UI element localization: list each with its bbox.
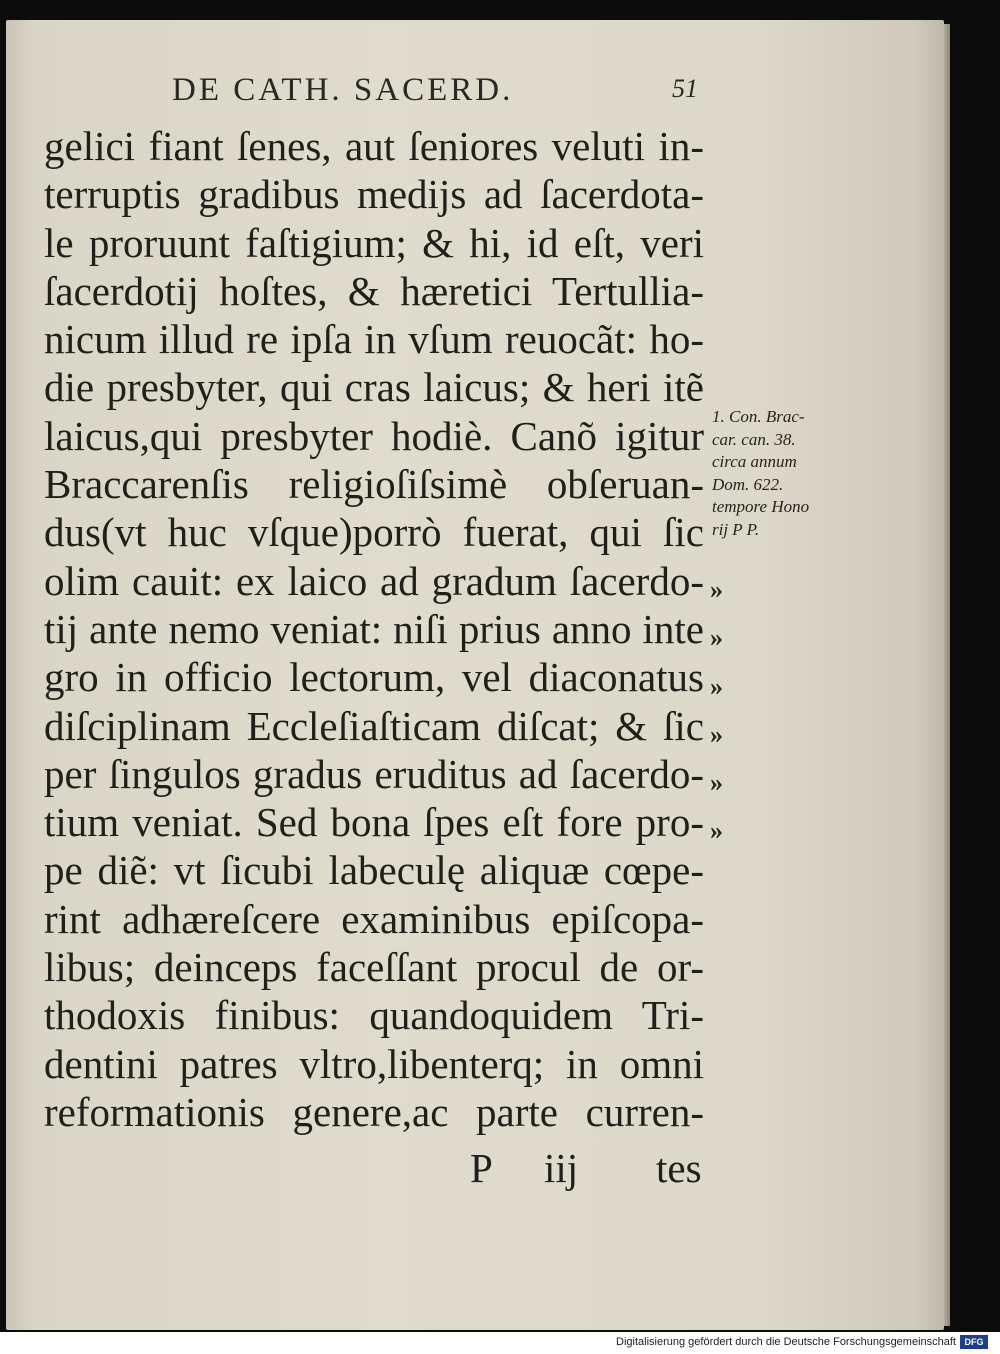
marginal-note-line: rij P P. bbox=[712, 519, 760, 539]
text-line: gro in officio lectorum, vel diaconatus bbox=[44, 654, 704, 701]
quote-mark: » bbox=[710, 623, 723, 653]
text-line: Braccarenſis religioſiſsimè obſeruan- bbox=[44, 461, 704, 508]
text-line: per ſingulos gradus eruditus ad ſacerdo- bbox=[44, 750, 704, 797]
text-line: ſacerdotij hoſtes, & hæretici Tertullia- bbox=[44, 267, 704, 314]
text-line: dentini patres vltro,libenterq; in omni bbox=[44, 1040, 704, 1087]
marginal-note-line: 1. Con. Brac- bbox=[712, 407, 805, 426]
page-number: 51 bbox=[672, 74, 698, 103]
text-line: nicum illud re ipſa in vſum reuocãt: ho- bbox=[44, 316, 704, 363]
signature-line bbox=[470, 1144, 704, 1196]
text-line: thodoxis finibus: quandoquidem Tri- bbox=[44, 992, 704, 1039]
quote-mark: » bbox=[710, 768, 723, 798]
marginal-note-line: Dom. 622. bbox=[712, 474, 784, 494]
text-line: die presbyter, qui cras laicus; & heri itẽ bbox=[44, 364, 704, 411]
text-line: laicus,qui presbyter hodiè. Canõ igitur bbox=[44, 412, 704, 459]
text-line: tij ante nemo veniat: niſi prius anno inte bbox=[44, 605, 704, 652]
body-text bbox=[44, 122, 714, 1136]
text-line: dus(vt huc vſque)porrò fuerat, qui ſic bbox=[44, 509, 704, 556]
text-line: terruptis gradibus medijs ad ſacerdota- bbox=[44, 171, 704, 218]
quotation-marks-column bbox=[710, 566, 723, 856]
quote-mark: » bbox=[710, 671, 723, 701]
funding-credit: Digitalisierung gefördert durch die Deutsche Forschungsgemeinschaft bbox=[616, 1336, 956, 1348]
quote-mark: » bbox=[710, 575, 723, 604]
page-edge bbox=[944, 24, 950, 1326]
text-line: libus; deinceps faceſſant procul de or- bbox=[44, 944, 704, 991]
footer-bar bbox=[0, 1332, 1000, 1354]
quote-mark: » bbox=[710, 719, 723, 749]
quote-mark: » bbox=[710, 816, 723, 846]
marginal-note-line: tempore Hono bbox=[712, 497, 810, 516]
signature-mark: P bbox=[470, 1145, 493, 1191]
text-line: pe diẽ: vt ſicubi labeculę aliquæ cœpe- bbox=[44, 847, 704, 894]
signature-number: iij bbox=[544, 1145, 579, 1191]
running-head: DE CATH. SACERD. bbox=[172, 72, 514, 108]
catchword: tes bbox=[656, 1145, 702, 1191]
text-line: reformationis genere,ac parte curren- bbox=[44, 1088, 704, 1135]
marginal-note-line: circa annum bbox=[712, 452, 797, 471]
text-line: olim cauit: ex laico ad gradum ſacerdo- bbox=[44, 557, 704, 604]
text-line: rint adhæreſcere examinibus epiſcopa- bbox=[44, 895, 704, 942]
text-line: diſciplinam Eccleſiaſticam diſcat; & ſic bbox=[44, 702, 704, 749]
marginal-note bbox=[712, 406, 844, 541]
text-line: gelici fiant ſenes, aut ſeniores veluti in- bbox=[44, 123, 704, 169]
marginal-note-line: car. can. 38. bbox=[712, 429, 796, 449]
text-line: tium veniat. Sed bona ſpes eſt fore pro- bbox=[44, 799, 704, 846]
text-line: le proruunt faſtigium; & hi, id eſt, veri bbox=[44, 219, 704, 266]
dfg-logo: DFG bbox=[960, 1335, 988, 1349]
